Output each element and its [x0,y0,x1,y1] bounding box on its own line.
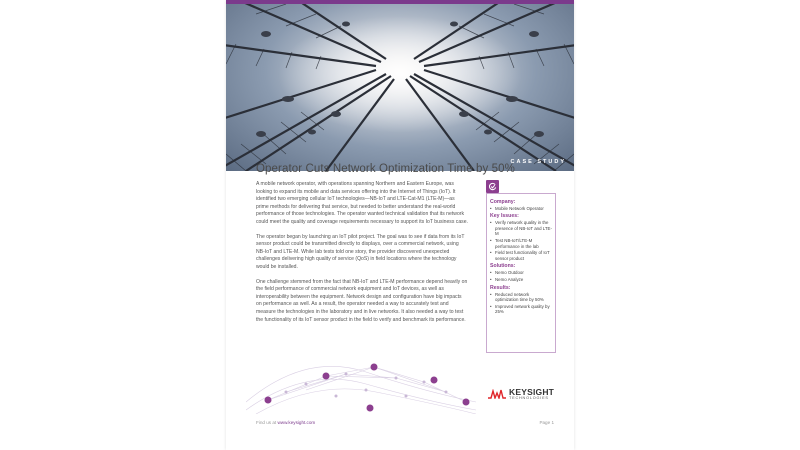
list-item: • Reduced network optimization time by 50% [490,292,552,303]
keysight-logo [488,388,554,400]
key-issues-heading: Key Issues: [490,213,519,220]
logo-subtitle: TECHNOLOGIES [509,396,549,400]
paragraph: A mobile network operator, with operations spanning Northern and Eastern Europe, was looking to expand its mobile and data services offering into the Internet of Things (IoT). It identified two emerging cellular IoT technologies—NB-IoT and LTE-Cat-M1 (LTE-M)—as prime methods for delivering that service, but needed to better understand the real-world performance of those technologies. The operator wanted technical validation that its network could meet the quality and coverage requirements necessary to support its IoT business case. [256,181,468,225]
list-item: • Nemo Analyze [490,277,552,282]
paragraph: One challenge stemmed from the fact that NB-IoT and LTE-M performance depend heavily on the field performance of commercial network equipment and IoT devices, as well as interoperability between the equipment. Network design and configuration have big impacts on performance as well. As a result, the operator needed a way to accurately test and measure the technologies in the laboratory and in live networks. It also needed a way to test the functionality of its IoT sensor product in the field to verify and benchmark its performance. [256,278,468,323]
list-item: • Field test functionality of IoT sensor product [490,250,552,261]
summary-sidebar [486,193,556,353]
document-page [226,0,574,450]
list-item: • Improved network quality by 25% [490,304,552,315]
keysight-wave-icon [488,389,506,399]
list-item: • Verify network quality in the presence of NB-IoT and LTE-M [490,220,552,236]
company-heading: Company: [490,199,516,205]
refresh-check-icon [488,182,497,191]
list-item: • Nemo Outdoor [490,270,552,275]
results-heading: Results: [490,284,511,291]
list-item: • Mobile Network Operator [490,206,552,211]
footer-url-link[interactable]: www.keysight.com [277,420,316,425]
iot-network-graphic [246,362,476,414]
footer-find-us [256,420,315,425]
solutions-heading: Solutions: [490,263,516,270]
logo-name: KEYSIGHT [509,387,555,397]
hero-image [226,4,574,171]
paragraph: The operator began by launching an IoT pilot project. The goal was to see if data from its IoT sensor product could be transmitted directly to displays, over a commercial network, using NB-IoT and LTE-M. While lab tests told one story, the provider discovered unexpected challenges delivering high quality of service (QoS) in field locations where the technology would be installed. [256,233,465,270]
case-study-label: CASE STUDY [510,159,566,165]
body-text [256,181,468,331]
page-title: Operator Cuts Network Optimization Time by 50% [256,163,515,175]
cell-towers-illustration [226,4,574,171]
list-item: • Test NB-IoT/LTE-M performance in the lab [490,238,552,249]
case-study-icon [486,180,499,193]
page-number: Page 1 [539,420,554,425]
footer-prefix: Find us at [256,420,277,425]
